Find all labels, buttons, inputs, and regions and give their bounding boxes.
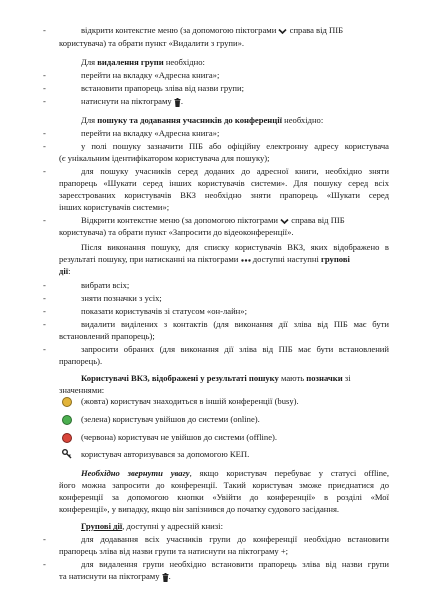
list-item [81, 96, 183, 107]
ellipsis-icon [241, 258, 251, 263]
list-dash: - [43, 70, 46, 80]
status-dot-icon [62, 433, 72, 443]
chevron-down-icon [280, 218, 289, 225]
text-line [81, 25, 343, 36]
text-line [59, 254, 350, 265]
text-span: необхідно: [282, 115, 324, 125]
list-item [81, 215, 345, 226]
text-span: Для [81, 57, 98, 67]
text-span: справа від ПІБ [289, 25, 344, 35]
text-span: результаті пошуку, при натисканні на піктограми [59, 254, 239, 264]
text-span: необхідно: [163, 57, 205, 67]
text-line: конференції за допомогою кнопки «Увійти до конференції» в розділі «Мої [59, 492, 389, 502]
text-span: відкрити контекстне меню (за допомогою піктограми [81, 25, 277, 35]
text-span: зі [342, 373, 351, 383]
text-line: прапорець). [59, 356, 103, 366]
text-line: зареєстрованих користувачів ВКЗ необхідно зняти прапорець «Шукати серед [59, 190, 389, 200]
text-line: встановлений прапорець); [59, 331, 155, 341]
text-line: його можна запросити до конференції. Такий користувач зможе приєднатися до [59, 480, 389, 490]
text-line: інших користувачів системи»; [59, 202, 170, 212]
text-line [81, 521, 223, 532]
text-span: видалення групи [97, 57, 164, 67]
text-span: Необхідно звернути увагу [81, 468, 190, 478]
text-span: , доступні у адресній книзі: [122, 521, 223, 531]
list-item: запросити обраних (для виконання дії зліва від ПІБ має бути встановлений [81, 344, 389, 354]
text-line [81, 468, 389, 479]
list-item: встановити прапорець зліва від назви групи; [81, 83, 244, 93]
status-line: (зелена) користувач увійшов до системи (online). [81, 414, 260, 424]
list-item: вибрати всіх; [81, 280, 130, 290]
status-dot-icon [62, 397, 72, 407]
list-item: для додавання всіх учасників групи до конференції необхідно встановити [81, 534, 389, 544]
text-line: Після виконання пошуку, для списку користувачів ВКЗ, яких відображено в [81, 242, 389, 252]
text-line [81, 373, 351, 384]
text-span: дії [59, 266, 69, 276]
text-span: Для [81, 115, 98, 125]
text-span: справа від ПІБ [291, 215, 345, 225]
list-dash: - [43, 215, 46, 225]
list-item: показати користувачів зі статусом «он-лайн»; [81, 306, 247, 316]
list-item: перейти на вкладку «Адресна книга»; [81, 128, 220, 138]
text-line [59, 266, 71, 277]
list-dash: - [43, 534, 46, 544]
list-dash: - [43, 83, 46, 93]
list-item: у полі пошуку зазначити ПІБ або офіційну електронну адресу користувача [81, 141, 389, 151]
text-line [59, 571, 171, 582]
text-line: прапорець «Шукати серед інших користувачів системи». Для пошуку серед всіх [59, 178, 389, 188]
section-heading [81, 115, 323, 126]
list-dash: - [43, 280, 46, 290]
chevron-down-icon [278, 28, 287, 35]
text-span: . [168, 571, 171, 581]
text-line: значеннями: [59, 385, 105, 395]
text-span: Відкрити контекстне меню (за допомогою піктограми [81, 215, 278, 225]
list-dash: - [43, 559, 46, 569]
text-span: : [68, 266, 71, 276]
list-dash: - [43, 25, 46, 35]
list-item: для пошуку учасників серед доданих до адресної книги, необхідно зняти [81, 166, 389, 176]
list-dash: - [43, 319, 46, 329]
list-dash: - [43, 96, 46, 106]
text-line: конференції», у випадку, якщо він запізнився до початку судового засідання. [59, 504, 340, 514]
trash-icon [162, 573, 169, 582]
list-item: видалити виділених з контактів (для виконання дії зліва від ПІБ має бути [81, 319, 389, 329]
text-span: доступні наступні [252, 254, 319, 264]
text-line: (є унікальним ідентифікатором користувача для пошуку); [59, 153, 270, 163]
section-heading [81, 57, 205, 68]
status-line: користувач авторизувався за допомогою КЕП. [81, 449, 250, 459]
text-span: , якщо користувач перебуває у статусі offline, [189, 468, 389, 478]
list-item: для видалення групи необхідно встановити прапорець зліва від назви групи [81, 559, 389, 569]
list-dash: - [43, 128, 46, 138]
text-span: та натиснути на піктограму [59, 571, 160, 581]
text-span: пошуку та додавання учасників до конференції [97, 115, 282, 125]
text-span: позначки [306, 373, 343, 383]
status-dot-icon [62, 415, 72, 425]
text-span: Групові дії [81, 521, 123, 531]
trash-icon [174, 98, 181, 107]
status-line: (червона) користувач не увійшов до системи (offline). [81, 432, 278, 442]
list-dash: - [43, 293, 46, 303]
text-span: . [180, 96, 183, 106]
text-span: мають [278, 373, 307, 383]
list-dash: - [43, 344, 46, 354]
list-dash: - [43, 166, 46, 176]
text-line: користувача) та обрати пункт «Запросити до відеоконференції». [59, 227, 294, 237]
key-icon [62, 449, 72, 459]
status-line: (жовта) користувач знаходиться в іншій конференції (busy). [81, 396, 299, 406]
list-dash: - [43, 306, 46, 316]
list-dash: - [43, 141, 46, 151]
text-span: групові [320, 254, 350, 264]
text-span: Користувачі ВКЗ, відображені у результаті пошуку [81, 373, 279, 383]
list-item: перейти на вкладку «Адресна книга»; [81, 70, 220, 80]
text-line: прапорець зліва від назви групи та натиснути на піктограму +; [59, 546, 289, 556]
text-line: користувача) та обрати пункт «Видалити з групи». [59, 38, 245, 48]
text-span: натиснути на піктограму [81, 96, 172, 106]
list-item: зняти позначки з усіх; [81, 293, 162, 303]
